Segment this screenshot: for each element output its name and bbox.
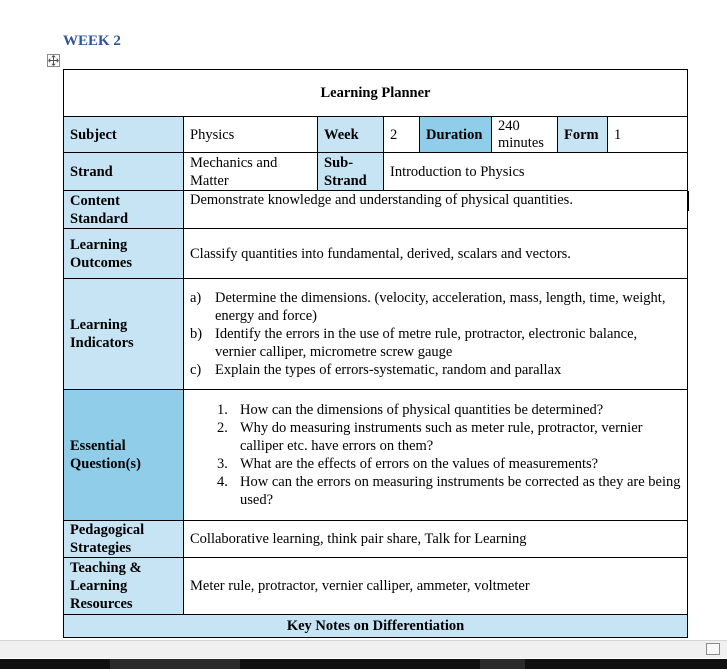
duration-label: Duration <box>420 117 492 153</box>
subject-value[interactable]: Physics <box>184 117 318 153</box>
learning-planner-table <box>63 69 688 638</box>
form-label: Form <box>558 117 608 153</box>
resources-label: Teaching & Learning Resources <box>64 558 184 615</box>
list-item <box>190 361 681 379</box>
learning-outcomes-value[interactable]: Classify quantities into fundamental, derived, scalars and vectors. <box>184 229 688 279</box>
list-text: Why do measuring instruments such as meter rule, protractor, vernier calliper etc. have errors on them? <box>240 420 643 454</box>
table-move-handle-icon[interactable] <box>47 54 60 67</box>
content-standard-label: Content Standard <box>64 191 184 229</box>
key-notes-heading: Key Notes on Differentiation <box>64 615 688 638</box>
learning-indicators-cell[interactable] <box>184 279 688 390</box>
list-marker: b) <box>190 326 203 342</box>
week-heading: WEEK 2 <box>63 33 121 49</box>
scroll-end-icon[interactable] <box>706 643 720 655</box>
list-item <box>190 455 681 473</box>
list-item <box>190 401 681 419</box>
substrand-value[interactable]: Introduction to Physics <box>384 153 688 191</box>
pedagogical-strategies-label: Pedagogical Strategies <box>64 521 184 558</box>
planner-title: Learning Planner <box>64 70 688 117</box>
week-value[interactable]: 2 <box>384 117 420 153</box>
content-standard-value[interactable]: Demonstrate knowledge and understanding of physical quantities. <box>184 191 688 229</box>
horizontal-scrollbar[interactable] <box>0 640 727 658</box>
duration-value-unit: minutes <box>498 134 544 151</box>
list-marker: 3. <box>217 456 228 472</box>
list-text: How can the dimensions of physical quantities be determined? <box>240 402 604 418</box>
substrand-label: Sub-Strand <box>318 153 384 191</box>
list-item <box>190 325 681 361</box>
essential-questions-list <box>190 401 681 509</box>
learning-indicators-label: Learning Indicators <box>64 279 184 390</box>
list-text: How can the errors on measuring instruments be corrected as they are being used? <box>240 474 681 508</box>
list-marker: a) <box>190 290 202 306</box>
essential-questions-label: Essential Question(s) <box>64 390 184 521</box>
list-marker: 4. <box>217 474 228 490</box>
subject-label: Subject <box>64 117 184 153</box>
resources-value[interactable]: Meter rule, protractor, vernier calliper, ammeter, voltmeter <box>184 558 688 615</box>
essential-questions-cell[interactable] <box>184 390 688 521</box>
strand-label: Strand <box>64 153 184 191</box>
form-value[interactable]: 1 <box>608 117 688 153</box>
list-text: What are the effects of errors on the values of measurements? <box>240 456 599 472</box>
taskbar-item[interactable] <box>110 659 240 669</box>
pedagogical-strategies-value[interactable]: Collaborative learning, think pair share, Talk for Learning <box>184 521 688 558</box>
strand-value[interactable]: Mechanics and Matter <box>184 153 318 191</box>
list-text: Determine the dimensions. (velocity, acceleration, mass, length, time, weight, energy and force) <box>215 290 666 324</box>
list-text: Explain the types of errors-systematic, random and parallax <box>215 362 562 378</box>
learning-indicators-list <box>190 289 681 379</box>
list-marker: 1. <box>217 402 228 418</box>
duration-value-number: 240 <box>498 117 520 134</box>
list-text: Identify the errors in the use of metre rule, protractor, electronic balance, vernier calliper, micrometre screw gauge <box>215 326 638 360</box>
list-item <box>190 473 681 509</box>
taskbar-item[interactable] <box>480 659 525 669</box>
taskbar <box>0 659 727 669</box>
list-marker: 2. <box>217 420 228 436</box>
list-marker: c) <box>190 362 202 378</box>
learning-outcomes-label: Learning Outcomes <box>64 229 184 279</box>
text-cursor <box>688 191 689 211</box>
week-label: Week <box>318 117 384 153</box>
list-item <box>190 419 681 455</box>
duration-value[interactable] <box>492 117 558 153</box>
list-item <box>190 289 681 325</box>
